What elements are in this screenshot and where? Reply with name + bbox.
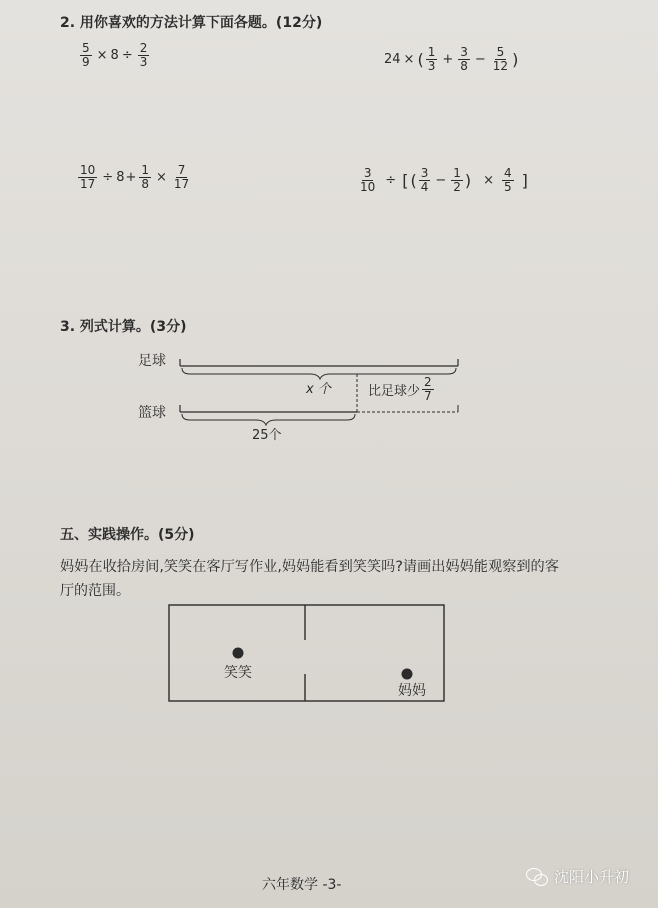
page-footer: 六年数学 -3- xyxy=(262,877,342,893)
section-5-text-line-2: 厅的范围。 xyxy=(60,583,130,599)
fraction: $\frac{7}{17}$ xyxy=(173,163,190,191)
section-5-text-line-1: 妈妈在收拾房间,笑笑在客厅写作业,妈妈能看到笑笑吗?请画出妈妈能观察到的客 xyxy=(60,559,559,575)
fraction: $\frac{5}{9}$ xyxy=(82,41,90,69)
fraction: $\frac{2}{7}$ xyxy=(424,375,432,403)
basketball-label: 篮球 xyxy=(138,405,166,421)
football-label: 足球 xyxy=(138,353,166,369)
mama-label: 妈妈 xyxy=(398,683,426,699)
x-label: x 个 xyxy=(306,382,331,397)
xiaoxiao-dot xyxy=(233,648,244,659)
xiaoxiao-label: 笑笑 xyxy=(224,665,252,681)
watermark-text: 沈阳小升初 xyxy=(554,868,630,886)
q2-expression-3: $\frac{10}{17}$ ÷ 8 + $\frac{1}{8}$ × $\frac{7}{17}$ xyxy=(80,163,190,191)
section-5-title: 五、实践操作。(5分) xyxy=(60,527,195,543)
q3-title: 3. 列式计算。(3分) xyxy=(60,319,187,335)
fraction: $\frac{3}{10}$ xyxy=(360,166,376,194)
fraction: $\frac{1}{2}$ xyxy=(453,166,461,194)
count-label: 25个 xyxy=(252,428,282,443)
fraction: $\frac{10}{17}$ xyxy=(80,163,96,191)
fraction: $\frac{1}{8}$ xyxy=(141,163,150,191)
fraction: $\frac{3}{4}$ xyxy=(420,166,429,194)
fraction: $\frac{4}{5}$ xyxy=(504,166,512,194)
mama-dot xyxy=(402,669,413,680)
fraction: $\frac{2}{3}$ xyxy=(139,41,148,69)
q2-expression-1: $\frac{5}{9}$ × 8 ÷ $\frac{2}{3}$ xyxy=(82,41,148,69)
q2-expression-4: $\frac{3}{10}$ ÷ [ ( $\frac{3}{4}$ − $\frac{1}{2}$ ) × $\frac{4}{5}$ ] xyxy=(360,166,528,194)
fraction: $\frac{1}{3}$ xyxy=(427,45,436,73)
less-than-label: 比足球少 $\frac{2}{7}$ xyxy=(368,375,432,403)
watermark xyxy=(526,866,629,887)
wechat-icon xyxy=(526,868,548,886)
fraction: $\frac{5}{12}$ xyxy=(492,45,509,73)
q2-title: 2. 用你喜欢的方法计算下面各题。(12分) xyxy=(60,15,323,31)
q2-expression-2: 24 × ( $\frac{1}{3}$ + $\frac{3}{8}$ − $\frac{5}{12}$ ) xyxy=(384,45,519,73)
fraction: $\frac{3}{8}$ xyxy=(460,45,468,73)
